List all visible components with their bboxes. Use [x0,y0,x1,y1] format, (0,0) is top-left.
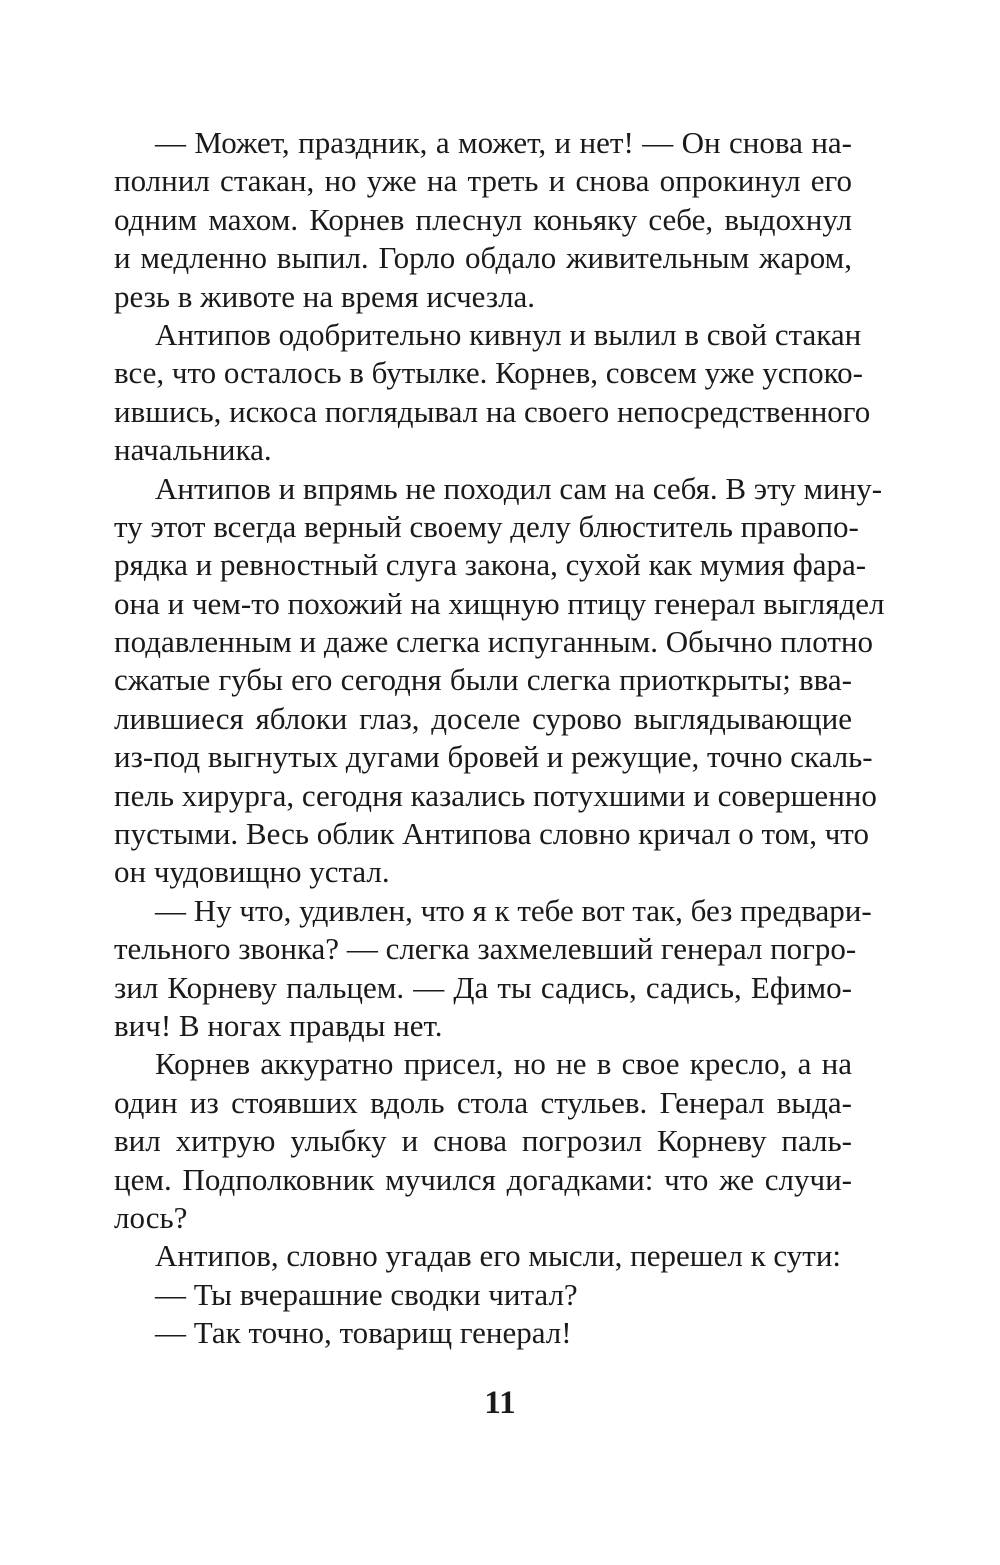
text-line: подавленным и даже слегка испуганным. Обычно плотно [114,624,874,660]
text-line: начальника. [114,432,272,468]
text-line: она и чем-то похожий на хищную птицу генерал выглядел [114,585,885,621]
text-line: — Ну что, удивлен, что я к тебе вот так, без предвари- [155,892,872,928]
text-line: и медленно выпил. Горло обдало живительным жаром, [114,240,852,276]
paragraph [114,1045,852,1237]
text-line: одним махом. Корнев плеснул коньяку себе, выдохнул [114,201,852,237]
text-line: резь в животе на время исчезла. [114,278,536,314]
text-line: вил хитрую улыбку и снова погрозил Корневу паль- [114,1123,852,1159]
text-line: тельного звонка? — слегка захмелевший генерал погро- [114,931,857,967]
paragraph [114,1237,852,1275]
text-line: Корнев аккуратно присел, но не в свое кресло, а на [155,1046,852,1082]
text-line: — Ты вчерашние сводки читал? [155,1276,578,1312]
text-line: Антипов и впрямь не походил сам на себя. В эту мину- [155,470,883,506]
page-number: 11 [484,1385,516,1421]
text-line: — Может, праздник, а может, и нет! — Он снова на- [155,125,852,160]
text-line: рядка и ревностный слуга закона, сухой как мумия фара- [114,547,867,583]
text-line: сжатые губы его сегодня были слегка приоткрыты; вва- [114,662,852,698]
paragraph [114,470,885,892]
text-line: он чудовищно устал. [114,854,390,890]
text-line: из-под выгнутых дугами бровей и режущие, точно скаль- [114,739,873,775]
paragraph [114,124,852,316]
text-line: — Так точно, товарищ генерал! [155,1315,572,1351]
text-line: все, что осталось в бутылке. Корнев, совсем уже успоко- [114,355,863,391]
paragraph [114,892,872,1046]
text-line: пель хирурга, сегодня казались потухшими и совершенно [114,777,877,813]
text-line: Антипов одобрительно кивнул и вылил в свой стакан [155,316,862,352]
paragraph [114,1314,852,1352]
text-line: лившиеся яблоки глаз, доселе сурово выглядывающие [114,700,852,736]
text-line: зил Корневу пальцем. — Да ты садись, садись, Ефимо- [114,969,852,1005]
paragraph [114,1276,852,1314]
text-line: Антипов, словно угадав его мысли, перешел к сути: [155,1238,842,1274]
text-line: ту этот всегда верный своему делу блюститель правопо- [114,508,859,544]
text-line: один из стоявших вдоль стола стульев. Генерал выда- [114,1084,852,1120]
text-line: полнил стакан, но уже на треть и снова опрокинул его [114,163,852,199]
paragraph [114,316,871,470]
text-line: вич! В ногах правды нет. [114,1007,443,1043]
page-text [114,124,885,1353]
text-line: лось? [114,1199,188,1235]
text-line: цем. Подполковник мучился догадками: что же случи- [114,1161,852,1197]
text-line: ившись, искоса поглядывал на своего непосредственного [114,393,871,429]
text-line: пустыми. Весь облик Антипова словно кричал о том, что [114,816,869,852]
